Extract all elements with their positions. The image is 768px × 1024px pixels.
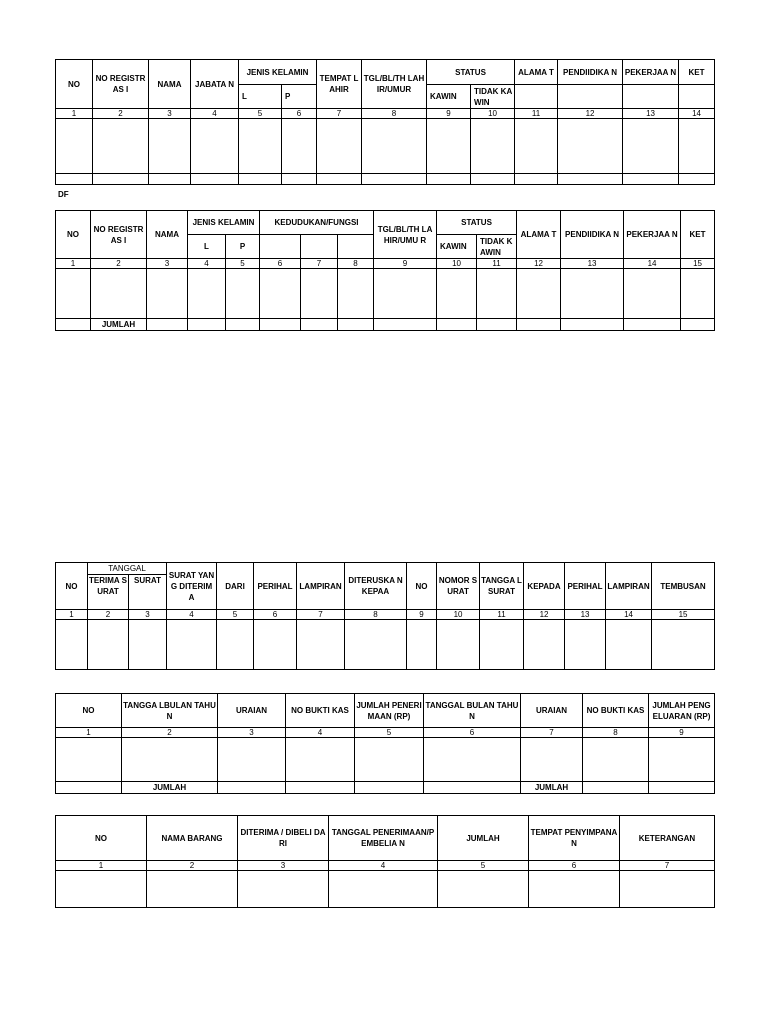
column-number: 10 (471, 109, 515, 119)
data-cell[interactable] (524, 620, 565, 670)
header-tanggal-penerimaan: TANGGAL PENERIMAAN/PEMBELIA N (329, 816, 438, 861)
data-cell[interactable] (56, 738, 122, 782)
empty-cell (558, 85, 623, 109)
data-cell[interactable] (254, 620, 297, 670)
data-cell[interactable] (217, 620, 254, 670)
column-number: 4 (188, 259, 226, 269)
data-cell[interactable] (565, 620, 606, 670)
data-cell[interactable] (91, 269, 147, 319)
column-number: 2 (88, 610, 129, 620)
form-table-1 (55, 59, 715, 185)
header-diteruskan: DITERUSKA N KEPAA (345, 563, 407, 610)
header-kepada: KEPADA (524, 563, 565, 610)
data-cell[interactable] (147, 269, 188, 319)
column-number-row (56, 728, 715, 738)
column-number: 3 (238, 861, 329, 871)
data-cell[interactable] (517, 269, 561, 319)
column-number: 15 (652, 610, 715, 620)
column-number: 12 (517, 259, 561, 269)
header-surat: SURAT (129, 575, 167, 610)
column-number: 6 (282, 109, 317, 119)
data-cell[interactable] (286, 738, 355, 782)
header-jumlah-penerimaan: JUMLAH PENERIMAAN (RP) (355, 694, 424, 728)
header-ket: KET (681, 211, 715, 259)
data-cell[interactable] (56, 269, 91, 319)
data-cell[interactable] (93, 119, 149, 174)
column-number: 8 (345, 610, 407, 620)
jumlah-label-2: JUMLAH (521, 782, 583, 794)
column-number: 4 (286, 728, 355, 738)
header-pendidikan: PENDIIDIKA N (561, 211, 624, 259)
header-no-registrasi: NO REGISTRAS I (93, 60, 149, 109)
data-cell[interactable] (191, 119, 239, 174)
column-number: 1 (56, 610, 88, 620)
column-number: 4 (191, 109, 239, 119)
header-no: NO (56, 816, 147, 861)
data-cell[interactable] (260, 269, 301, 319)
column-number: 7 (317, 109, 362, 119)
jumlah-label: JUMLAH (91, 319, 147, 331)
data-cell[interactable] (681, 269, 715, 319)
data-cell[interactable] (623, 119, 679, 174)
column-number: 6 (254, 610, 297, 620)
empty-cell (301, 235, 338, 259)
data-cell[interactable] (649, 738, 715, 782)
header-alamat: ALAMA T (515, 60, 558, 85)
header-uraian-1: URAIAN (218, 694, 286, 728)
column-number: 6 (529, 861, 620, 871)
column-number: 10 (437, 610, 480, 620)
column-number: 1 (56, 109, 93, 119)
data-cell[interactable] (355, 738, 424, 782)
data-cell[interactable] (329, 871, 438, 908)
data-cell[interactable] (407, 620, 437, 670)
data-cell[interactable] (558, 119, 623, 174)
data-cell[interactable] (521, 738, 583, 782)
header-surat-yang-diterima: SURAT YANG DITERIM A (167, 563, 217, 610)
header-pendidikan: PENDIIDIKA N (558, 60, 623, 85)
header-alamat: ALAMA T (517, 211, 561, 259)
data-cell[interactable] (239, 119, 282, 174)
header-jenis-kelamin: JENIS KELAMIN (188, 211, 260, 235)
data-cell[interactable] (424, 738, 521, 782)
header-kawin: KAWIN (437, 235, 477, 259)
header-lampiran: LAMPIRAN (297, 563, 345, 610)
jumlah-label-1: JUMLAH (122, 782, 218, 794)
column-number-row (56, 259, 715, 269)
column-number: 8 (338, 259, 374, 269)
df-label: DF (58, 190, 69, 199)
column-number: 11 (480, 610, 524, 620)
header-no: NO (56, 694, 122, 728)
data-cell[interactable] (515, 119, 558, 174)
header-status: STATUS (437, 211, 517, 235)
header-nama-barang: NAMA BARANG (147, 816, 238, 861)
data-cell[interactable] (129, 620, 167, 670)
header-ket: KET (679, 60, 715, 85)
data-cell[interactable] (149, 119, 191, 174)
data-cell[interactable] (438, 871, 529, 908)
column-number: 9 (374, 259, 437, 269)
header-no-2: NO (407, 563, 437, 610)
data-cell[interactable] (56, 620, 88, 670)
header-tanggal-1: TANGGA LBULAN TAHUN (122, 694, 218, 728)
column-number: 7 (521, 728, 583, 738)
column-number: 7 (297, 610, 345, 620)
table-row (56, 871, 715, 908)
header-diterima-dibeli-dari: DITERIMA / DIBELI DARI (238, 816, 329, 861)
column-number: 4 (167, 610, 217, 620)
header-perihal: PERIHAL (254, 563, 297, 610)
header-jumlah: JUMLAH (438, 816, 529, 861)
header-l: L (239, 85, 282, 109)
column-number: 5 (438, 861, 529, 871)
header-tanggal-surat: TANGGA L SURAT (480, 563, 524, 610)
header-tidak-kawin: TIDAK KAWIN (471, 85, 515, 109)
data-cell[interactable] (238, 871, 329, 908)
column-number: 2 (91, 259, 147, 269)
header-no-bukti-kas-1: NO BUKTI KAS (286, 694, 355, 728)
column-number-row (56, 861, 715, 871)
header-tgl-lahir: TGL/BL/TH LAHIR/UMUR (362, 60, 427, 109)
column-number: 6 (260, 259, 301, 269)
data-cell[interactable] (561, 269, 624, 319)
column-number: 12 (524, 610, 565, 620)
header-nomor-surat: NOMOR SURAT (437, 563, 480, 610)
header-no-registrasi: NO REGISTRAS I (91, 211, 147, 259)
header-nama: NAMA (149, 60, 191, 109)
data-cell[interactable] (374, 269, 437, 319)
column-number: 3 (129, 610, 167, 620)
column-number: 5 (355, 728, 424, 738)
header-no: NO (56, 60, 93, 109)
column-number-row (56, 109, 715, 119)
header-tgl-lahir: TGL/BL/TH LAHIR/UMU R (374, 211, 437, 259)
header-kedudukan: KEDUDUKAN/FUNGSI (260, 211, 374, 235)
data-cell[interactable] (620, 871, 715, 908)
header-uraian-2: URAIAN (521, 694, 583, 728)
data-cell[interactable] (56, 119, 93, 174)
data-cell[interactable] (218, 738, 286, 782)
data-cell[interactable] (56, 871, 147, 908)
header-perihal-2: PERIHAL (565, 563, 606, 610)
data-cell[interactable] (480, 620, 524, 670)
column-number: 5 (239, 109, 282, 119)
column-number: 8 (583, 728, 649, 738)
header-pekerjaan: PEKERJAA N (624, 211, 681, 259)
form-table-5 (55, 815, 715, 908)
header-p: P (282, 85, 317, 109)
column-number: 9 (407, 610, 437, 620)
data-cell[interactable] (437, 269, 477, 319)
header-dari: DARI (217, 563, 254, 610)
column-number: 3 (149, 109, 191, 119)
column-number: 13 (561, 259, 624, 269)
header-tembusan: TEMBUSAN (652, 563, 715, 610)
column-number: 2 (122, 728, 218, 738)
table-footer-row (56, 782, 715, 794)
data-cell[interactable] (606, 620, 652, 670)
table-row (56, 269, 715, 319)
column-number: 1 (56, 259, 91, 269)
data-cell[interactable] (583, 738, 649, 782)
header-tanggal-2: TANGGAL BULAN TAHUN (424, 694, 521, 728)
header-pekerjaan: PEKERJAA N (623, 60, 679, 85)
table-footer-row (56, 319, 715, 331)
header-no: NO (56, 211, 91, 259)
column-number: 1 (56, 861, 147, 871)
empty-cell (260, 235, 301, 259)
data-cell[interactable] (188, 269, 226, 319)
column-number-row (56, 610, 715, 620)
header-no-bukti-kas-2: NO BUKTI KAS (583, 694, 649, 728)
data-cell[interactable] (345, 620, 407, 670)
data-cell[interactable] (226, 269, 260, 319)
empty-cell (338, 235, 374, 259)
column-number: 7 (301, 259, 338, 269)
column-number: 10 (437, 259, 477, 269)
column-number: 4 (329, 861, 438, 871)
header-jumlah-pengeluaran: JUMLAH PENGELUARAN (RP) (649, 694, 715, 728)
data-cell[interactable] (624, 269, 681, 319)
column-number: 14 (606, 610, 652, 620)
column-number: 14 (624, 259, 681, 269)
column-number: 3 (147, 259, 188, 269)
column-number: 9 (427, 109, 471, 119)
column-number: 6 (424, 728, 521, 738)
column-number: 1 (56, 728, 122, 738)
column-number: 14 (679, 109, 715, 119)
data-cell[interactable] (301, 269, 338, 319)
header-tanggal: TANGGAL (88, 563, 167, 575)
data-cell[interactable] (477, 269, 517, 319)
column-number: 11 (515, 109, 558, 119)
table-row (56, 620, 715, 670)
column-number: 2 (93, 109, 149, 119)
table-row (56, 119, 715, 174)
header-status: STATUS (427, 60, 515, 85)
header-kawin: KAWIN (427, 85, 471, 109)
data-cell[interactable] (679, 119, 715, 174)
header-jenis-kelamin: JENIS KELAMIN (239, 60, 317, 85)
header-lampiran-2: LAMPIRAN (606, 563, 652, 610)
data-cell[interactable] (437, 620, 480, 670)
column-number: 13 (623, 109, 679, 119)
header-tempat-lahir: TEMPAT LAHIR (317, 60, 362, 109)
column-number: 13 (565, 610, 606, 620)
header-jabatan: JABATA N (191, 60, 239, 109)
column-number: 9 (649, 728, 715, 738)
data-cell[interactable] (427, 119, 471, 174)
data-cell[interactable] (167, 620, 217, 670)
data-cell[interactable] (88, 620, 129, 670)
data-cell[interactable] (282, 119, 317, 174)
empty-cell (679, 85, 715, 109)
data-cell[interactable] (529, 871, 620, 908)
column-number: 15 (681, 259, 715, 269)
column-number: 5 (217, 610, 254, 620)
header-tidak-kawin: TIDAK KAWIN (477, 235, 517, 259)
form-table-2 (55, 210, 715, 331)
header-l: L (188, 235, 226, 259)
column-number: 5 (226, 259, 260, 269)
data-cell[interactable] (362, 119, 427, 174)
data-cell[interactable] (122, 738, 218, 782)
form-table-3 (55, 562, 715, 670)
header-p: P (226, 235, 260, 259)
table-row (56, 738, 715, 782)
empty-cell (515, 85, 558, 109)
column-number: 2 (147, 861, 238, 871)
data-cell[interactable] (317, 119, 362, 174)
header-nama: NAMA (147, 211, 188, 259)
column-number: 11 (477, 259, 517, 269)
header-tempat-penyimpanan: TEMPAT PENYIMPANAN (529, 816, 620, 861)
column-number: 12 (558, 109, 623, 119)
data-cell[interactable] (652, 620, 715, 670)
header-no: NO (56, 563, 88, 610)
column-number: 3 (218, 728, 286, 738)
form-table-4 (55, 693, 715, 794)
data-cell[interactable] (297, 620, 345, 670)
header-keterangan: KETERANGAN (620, 816, 715, 861)
data-cell[interactable] (338, 269, 374, 319)
header-terima-surat: TERIMA SURAT (88, 575, 129, 610)
table-footer-row (56, 174, 715, 185)
column-number: 7 (620, 861, 715, 871)
empty-cell (623, 85, 679, 109)
data-cell[interactable] (471, 119, 515, 174)
column-number: 8 (362, 109, 427, 119)
data-cell[interactable] (147, 871, 238, 908)
